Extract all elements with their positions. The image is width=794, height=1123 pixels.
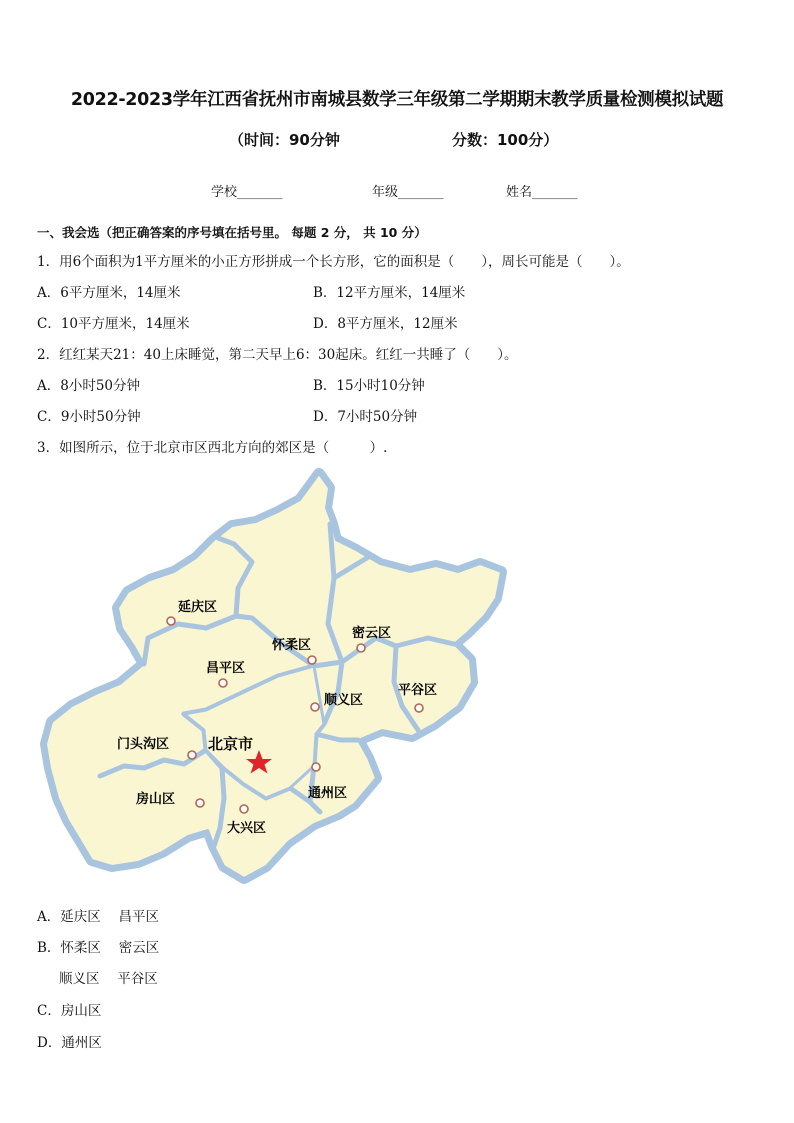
exam-meta: [0, 129, 794, 151]
shunyi-dot: [311, 703, 319, 711]
question-1-option-c[interactable]: C．10平方厘米，14厘米: [37, 316, 190, 332]
grade-field[interactable]: 年级_______: [372, 185, 444, 200]
school-field[interactable]: 学校_______: [211, 185, 283, 200]
question-2-stem: 2．红红某天21：40上床睡觉，第二天早上6：30起床。红红一共睡了（ ）。: [37, 347, 518, 363]
question-1-option-a[interactable]: A．6平方厘米，14厘米: [37, 285, 181, 301]
name-field[interactable]: 姓名_______: [506, 185, 578, 200]
label-mentougou: 门头沟区: [117, 737, 170, 752]
question-3-option-c[interactable]: C．房山区: [37, 1003, 102, 1019]
label-shunyi: 顺义区: [324, 693, 364, 708]
question-3-option-b-cont: 顺义区 平谷区: [59, 971, 158, 987]
question-3-stem: 3．如图所示，位于北京市区西北方向的郊区是（ ）.: [37, 440, 388, 456]
question-1-option-b[interactable]: B．12平方厘米，14厘米: [313, 285, 466, 301]
question-2-option-d[interactable]: D．7小时50分钟: [313, 409, 418, 425]
label-beijing: 北京市: [208, 735, 254, 753]
miyun-dot: [357, 644, 365, 652]
beijing-district-map: [38, 468, 510, 886]
question-3-option-b[interactable]: B．怀柔区 密云区: [37, 940, 160, 956]
tongzhou-dot: [312, 763, 320, 771]
label-pinggu: 平谷区: [398, 683, 438, 698]
question-1-option-d[interactable]: D．8平方厘米，12厘米: [313, 316, 458, 332]
label-changping: 昌平区: [206, 661, 246, 676]
section-heading: 一、我会选（把正确答案的序号填在括号里。 每题 2 分， 共 10 分）: [37, 225, 427, 240]
fangshan-dot: [196, 799, 204, 807]
mentougou-dot: [188, 751, 196, 759]
exam-title: 2022-2023学年江西省抚州市南城县数学三年级第二学期期末教学质量检测模拟试题: [70, 90, 724, 110]
label-yanqing: 延庆区: [178, 600, 218, 615]
question-2-option-b[interactable]: B．15小时10分钟: [313, 378, 425, 394]
exam-score: 分数：100分）: [452, 131, 559, 149]
question-1-stem: 1．用6个面积为1平方厘米的小正方形拼成一个长方形，它的面积是（ ），周长可能是（ ）。: [37, 254, 630, 270]
exam-time: （时间：90分钟: [229, 131, 340, 149]
label-miyun: 密云区: [352, 626, 392, 641]
pinggu-dot: [415, 704, 423, 712]
question-3-option-d[interactable]: D．通州区: [37, 1035, 102, 1051]
label-fangshan: 房山区: [136, 792, 176, 807]
question-2-option-c[interactable]: C．9小时50分钟: [37, 409, 141, 425]
huairou-dot: [308, 656, 316, 664]
label-tongzhou: 通州区: [308, 786, 348, 801]
label-daxing: 大兴区: [227, 821, 267, 836]
yanqing-dot: [167, 617, 175, 625]
changping-dot: [219, 679, 227, 687]
question-2-option-a[interactable]: A．8小时50分钟: [37, 378, 141, 394]
label-huairou: 怀柔区: [272, 638, 312, 653]
daxing-dot: [240, 805, 248, 813]
question-3-option-a[interactable]: A．延庆区 昌平区: [37, 909, 160, 925]
